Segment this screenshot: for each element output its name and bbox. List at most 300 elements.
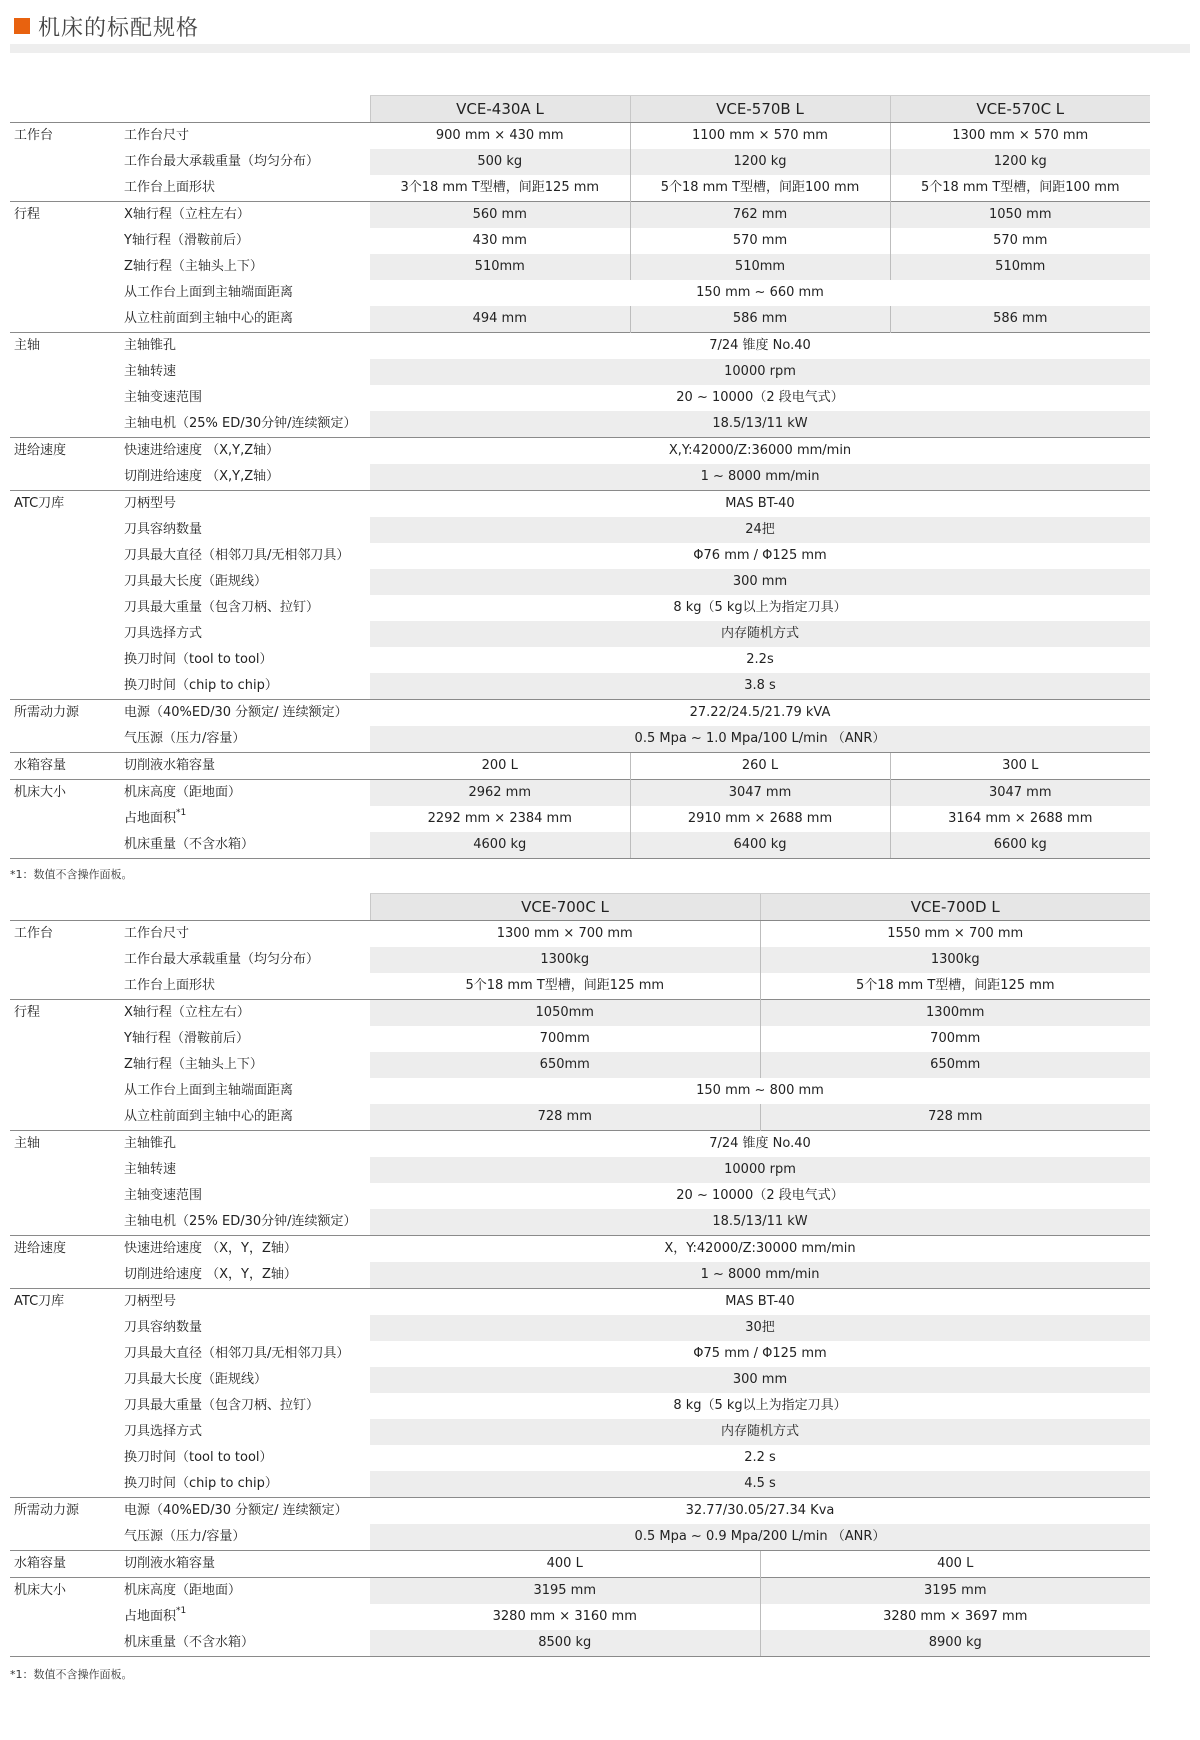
category-cell: [10, 1630, 120, 1657]
spec-row: [10, 1419, 1150, 1445]
shared-value-cell: 0.5 Mpa ~ 1.0 Mpa/100 L/min （ANR）: [370, 726, 1150, 753]
value-cell: 300 L: [890, 753, 1150, 780]
spec-label-cell: [120, 673, 370, 700]
spec-label-cell: [120, 1315, 370, 1341]
model-name-header: VCE-570C L: [890, 96, 1150, 123]
category-cell: [10, 1104, 120, 1131]
spec-label: 换刀时间（chip to chip）: [124, 678, 278, 693]
category-cell: [10, 1471, 120, 1498]
value-cell: 400 L: [760, 1551, 1150, 1578]
spec-label-cell: [120, 1183, 370, 1209]
model-header-row: [10, 96, 1150, 123]
spec-row: [10, 780, 1150, 807]
spec-row: [10, 832, 1150, 859]
spec-label: 刀柄型号: [124, 496, 177, 511]
shared-value-cell: MAS BT-40: [370, 491, 1150, 518]
spec-label-cell: [120, 1471, 370, 1498]
shared-value-cell: 150 mm ~ 800 mm: [696, 1083, 824, 1098]
spec-label-cell: [120, 1157, 370, 1183]
category-cell: [10, 947, 120, 973]
spec-row: [10, 359, 1150, 385]
value-cell: 1200 kg: [630, 149, 890, 175]
spec-label-cell: [120, 1551, 370, 1578]
value-cell: 570 mm: [630, 228, 890, 254]
spec-row: [10, 806, 1150, 832]
value-cell: 3280 mm × 3697 mm: [760, 1604, 1150, 1630]
spec-label: 电源（40%ED/30 分额定/ 连续额定）: [124, 1503, 348, 1518]
spec-label: 刀具容纳数量: [124, 1320, 203, 1335]
spec-label: 换刀时间（tool to tool）: [124, 652, 273, 667]
shared-value-cell: X,Y:42000/Z:36000 mm/min: [370, 438, 1150, 465]
shared-value-cell: 20 ~ 10000（2 段电气式）: [676, 390, 844, 405]
spec-label-cell: [120, 700, 370, 727]
spec-label-cell: [120, 1524, 370, 1551]
value-cell: 8500 kg: [370, 1630, 760, 1657]
spec-label-cell: [120, 753, 370, 780]
spec-label-cell: [120, 1630, 370, 1657]
shared-value-cell: 150 mm ~ 660 mm: [696, 285, 824, 300]
shared-value-cell: 2.2 s: [744, 1450, 776, 1465]
spec-label: 占地面积: [124, 811, 177, 826]
spec-row: [10, 202, 1150, 229]
category-cell: [10, 175, 120, 202]
spec-label: 机床高度（距地面）: [124, 785, 242, 800]
shared-value-cell: 10000 rpm: [370, 1157, 1150, 1183]
spec-label: 主轴锥孔: [124, 1136, 177, 1151]
value-cell: 3047 mm: [890, 780, 1150, 807]
spec-label-cell: [120, 491, 370, 518]
spec-label-cell: [120, 333, 370, 360]
page-title: [14, 6, 199, 46]
category-cell: [10, 1367, 120, 1393]
spec-label: 换刀时间（tool to tool）: [124, 1450, 273, 1465]
category-cell: 行程: [10, 1000, 120, 1027]
spec-label-cell: [120, 175, 370, 202]
spec-label-cell: [120, 621, 370, 647]
spec-label-cell: [120, 543, 370, 569]
category-cell: [10, 1524, 120, 1551]
spec-label: 工作台上面形状: [124, 978, 216, 993]
spec-label: Y轴行程（滑鞍前后）: [124, 233, 249, 248]
spec-label-cell: [120, 1419, 370, 1445]
category-cell: [10, 385, 120, 411]
category-cell: [10, 647, 120, 673]
value-cell: 3047 mm: [630, 780, 890, 807]
shared-value-cell: 1 ~ 8000 mm/min: [370, 1262, 1150, 1289]
shared-value-cell: 20 ~ 10000（2 段电气式）: [676, 1188, 844, 1203]
category-cell: [10, 306, 120, 333]
spec-label: Z轴行程（主轴头上下）: [124, 259, 263, 274]
spec-label: 工作台最大承载重量（均匀分布）: [124, 154, 320, 169]
spec-label-cell: [120, 1289, 370, 1316]
spec-label: 气压源（压力/容量）: [124, 1529, 246, 1544]
category-cell: [10, 726, 120, 753]
spec-label: Y轴行程（滑鞍前后）: [124, 1031, 249, 1046]
footnote-1: *1：数值不含操作面板。: [10, 868, 133, 881]
value-cell: 1300 mm × 570 mm: [890, 123, 1150, 150]
footnote-marker: *1: [176, 1606, 187, 1616]
model-name-header: VCE-430A L: [370, 96, 630, 123]
spec-label-cell: [120, 1393, 370, 1419]
value-cell: 510mm: [630, 254, 890, 280]
spec-label: 刀具最大长度（距规线）: [124, 574, 268, 589]
spec-label: X轴行程（立柱左右）: [124, 1005, 250, 1020]
spec-row: [10, 973, 1150, 1000]
spec-row: [10, 947, 1150, 973]
shared-value-cell: 7/24 锥度 No.40: [370, 1131, 1150, 1158]
shared-value-cell: 27.22/24.5/21.79 kVA: [370, 700, 1150, 727]
value-cell: 6400 kg: [630, 832, 890, 859]
spec-row: [10, 1157, 1150, 1183]
spec-row: [10, 123, 1150, 150]
spec-label-cell: [120, 973, 370, 1000]
value-cell: 2962 mm: [370, 780, 630, 807]
value-cell: 3280 mm × 3160 mm: [492, 1609, 637, 1624]
category-cell: 主轴: [10, 333, 120, 360]
spec-label-cell: [120, 780, 370, 807]
category-cell: [10, 1157, 120, 1183]
category-cell: [10, 149, 120, 175]
shared-value-cell: MAS BT-40: [370, 1289, 1150, 1316]
category-cell: ATC刀库: [10, 491, 120, 518]
category-cell: [10, 973, 120, 1000]
spec-label-cell: [120, 1445, 370, 1471]
category-cell: 所需动力源: [10, 1498, 120, 1525]
category-cell: 水箱容量: [10, 1551, 120, 1578]
spec-row: [10, 673, 1150, 700]
spec-label: 切削进给速度 （X，Y，Z轴）: [124, 1267, 297, 1282]
spec-label: 快速进给速度 （X,Y,Z轴）: [124, 443, 280, 458]
value-cell: 3195 mm: [760, 1578, 1150, 1605]
spec-label: 气压源（压力/容量）: [124, 731, 246, 746]
shared-value-cell: 3.8 s: [370, 673, 1150, 700]
category-cell: [10, 228, 120, 254]
spec-label: 工作台尺寸: [124, 128, 190, 143]
spec-label: 工作台最大承载重量（均匀分布）: [124, 952, 320, 967]
spec-label-cell: [120, 254, 370, 280]
spec-row: [10, 1445, 1150, 1471]
title-divider: [10, 44, 1190, 53]
spec-table-1: [10, 95, 1150, 859]
shared-value-cell: 内存随机方式: [370, 621, 1150, 647]
value-cell: 728 mm: [370, 1104, 760, 1131]
spec-label-cell: [120, 1131, 370, 1158]
spec-label-cell: [120, 438, 370, 465]
spec-table-2: [10, 893, 1150, 1657]
spec-label: 换刀时间（chip to chip）: [124, 1476, 278, 1491]
value-cell: 1300mm: [760, 1000, 1150, 1027]
spec-label-cell: [120, 1367, 370, 1393]
spec-label-cell: [120, 280, 370, 306]
category-cell: 进给速度: [10, 438, 120, 465]
spec-label-cell: [120, 306, 370, 333]
shared-value-cell: 10000 rpm: [370, 359, 1150, 385]
spec-row: [10, 647, 1150, 673]
value-cell: 3164 mm × 2688 mm: [890, 806, 1150, 832]
category-cell: [10, 1393, 120, 1419]
value-cell: 494 mm: [370, 306, 630, 333]
category-cell: 工作台: [14, 128, 54, 143]
value-cell: 586 mm: [630, 306, 890, 333]
spec-label-cell: [120, 464, 370, 491]
spec-label: 主轴转速: [124, 364, 177, 379]
value-cell: 8900 kg: [760, 1630, 1150, 1657]
orange-square-icon: [14, 18, 30, 34]
spec-label-cell: [120, 947, 370, 973]
spec-label-cell: [120, 1104, 370, 1131]
spec-row: [10, 1104, 1150, 1131]
spec-label: 刀具最大重量（包含刀柄、拉钉）: [124, 600, 320, 615]
category-cell: [10, 411, 120, 438]
value-cell: 2910 mm × 2688 mm: [630, 806, 890, 832]
value-cell: 1050mm: [370, 1000, 760, 1027]
category-cell: 机床大小: [10, 1578, 120, 1605]
model-header-row: [10, 894, 1150, 921]
spec-label-cell: [120, 1052, 370, 1078]
spec-row: [10, 1131, 1150, 1158]
footnote-2: *1：数值不含操作面板。: [10, 1668, 133, 1681]
spec-row: [10, 595, 1150, 621]
category-cell: [10, 1183, 120, 1209]
spec-row: [10, 1604, 1150, 1630]
spec-label: 工作台尺寸: [124, 926, 190, 941]
spec-label-cell: [120, 123, 370, 150]
spec-row: [10, 621, 1150, 647]
shared-value-cell: 8 kg（5 kg以上为指定刀具）: [673, 1398, 847, 1413]
spec-label: 主轴变速范围: [124, 1188, 203, 1203]
value-cell: 700mm: [539, 1031, 590, 1046]
value-cell: 1550 mm × 700 mm: [760, 921, 1150, 948]
category-cell: [10, 806, 120, 832]
category-cell: [10, 1052, 120, 1078]
spec-row: [10, 438, 1150, 465]
category-cell: [10, 1209, 120, 1236]
spec-label: 刀具最大直径（相邻刀具/无相邻刀具）: [124, 1346, 350, 1361]
model-name-header: VCE-700D L: [760, 894, 1150, 921]
value-cell: 586 mm: [890, 306, 1150, 333]
spec-row: [10, 1341, 1150, 1367]
spec-row: [10, 1551, 1150, 1578]
spec-row: [10, 700, 1150, 727]
category-cell: 所需动力源: [10, 700, 120, 727]
spec-row: [10, 175, 1150, 202]
spec-label-cell: [120, 1078, 370, 1104]
spec-label: 刀具选择方式: [124, 626, 203, 641]
spec-row: [10, 149, 1150, 175]
spec-row: [10, 1209, 1150, 1236]
header-blank-cell: [10, 894, 370, 921]
spec-row: [10, 228, 1150, 254]
value-cell: 200 L: [370, 753, 630, 780]
spec-label: 切削液水箱容量: [124, 758, 216, 773]
shared-value-cell: 4.5 s: [370, 1471, 1150, 1498]
category-cell: 进给速度: [10, 1236, 120, 1263]
shared-value-cell: 30把: [370, 1315, 1150, 1341]
spec-label-cell: [120, 228, 370, 254]
shared-value-cell: 18.5/13/11 kW: [370, 1209, 1150, 1236]
spec-label-cell: [120, 647, 370, 673]
spec-row: [10, 726, 1150, 753]
spec-label-cell: [120, 385, 370, 411]
spec-label: 从工作台上面到主轴端面距离: [124, 1083, 294, 1098]
spec-row: [10, 306, 1150, 333]
category-cell: [10, 1419, 120, 1445]
category-cell: [10, 1604, 120, 1630]
spec-label-cell: [120, 569, 370, 595]
value-cell: 3195 mm: [370, 1578, 760, 1605]
category-cell: [10, 621, 120, 647]
spec-label: 主轴电机（25% ED/30分钟/连续额定）: [124, 416, 357, 431]
value-cell: 1300 mm × 700 mm: [496, 926, 633, 941]
spec-row: [10, 1367, 1150, 1393]
value-cell: 1100 mm × 570 mm: [630, 123, 890, 150]
spec-row: [10, 411, 1150, 438]
value-cell: 510mm: [370, 254, 630, 280]
value-cell: 1050 mm: [890, 202, 1150, 229]
category-cell: [10, 1315, 120, 1341]
spec-row: [10, 280, 1150, 306]
shared-value-cell: 32.77/30.05/27.34 Kva: [370, 1498, 1150, 1525]
value-cell: 1300kg: [760, 947, 1150, 973]
footnote-marker: *1: [176, 808, 187, 818]
header-blank-cell: [10, 96, 370, 123]
spec-label-cell: [120, 1604, 370, 1630]
spec-label: 主轴锥孔: [124, 338, 177, 353]
spec-label: X轴行程（立柱左右）: [124, 207, 250, 222]
shared-value-cell: 24把: [370, 517, 1150, 543]
value-cell: 6600 kg: [890, 832, 1150, 859]
spec-row: [10, 1578, 1150, 1605]
spec-row: [10, 1052, 1150, 1078]
spec-label: 刀具最大直径（相邻刀具/无相邻刀具）: [124, 548, 350, 563]
shared-value-cell: Φ75 mm / Φ125 mm: [693, 1346, 827, 1361]
value-cell: 762 mm: [630, 202, 890, 229]
spec-label-cell: [120, 1578, 370, 1605]
model-name-header: VCE-570B L: [630, 96, 890, 123]
category-cell: [10, 254, 120, 280]
category-cell: [10, 673, 120, 700]
category-cell: [10, 832, 120, 859]
category-cell: [10, 1445, 120, 1471]
spec-label-cell: [120, 202, 370, 229]
shared-value-cell: 300 mm: [370, 1367, 1150, 1393]
spec-label-cell: [120, 595, 370, 621]
spec-label-cell: [120, 517, 370, 543]
spec-label-cell: [120, 1000, 370, 1027]
spec-label: 主轴电机（25% ED/30分钟/连续额定）: [124, 1214, 357, 1229]
spec-row: [10, 1498, 1150, 1525]
spec-label: 从工作台上面到主轴端面距离: [124, 285, 294, 300]
value-cell: 400 L: [370, 1551, 760, 1578]
spec-label: 电源（40%ED/30 分额定/ 连续额定）: [124, 705, 348, 720]
value-cell: 5个18 mm T型槽，间距100 mm: [630, 175, 890, 202]
spec-row: [10, 569, 1150, 595]
category-cell: [10, 1341, 120, 1367]
value-cell: 728 mm: [760, 1104, 1150, 1131]
spec-row: [10, 464, 1150, 491]
value-cell: 5个18 mm T型槽，间距125 mm: [760, 973, 1150, 1000]
value-cell: 900 mm × 430 mm: [435, 128, 564, 143]
spec-label: 快速进给速度 （X，Y，Z轴）: [124, 1241, 297, 1256]
spec-label: 刀具最大重量（包含刀柄、拉钉）: [124, 1398, 320, 1413]
model-name-header: VCE-700C L: [370, 894, 760, 921]
spec-label: 机床重量（不含水箱）: [124, 1635, 255, 1650]
value-cell: 560 mm: [370, 202, 630, 229]
spec-row: [10, 517, 1150, 543]
spec-label-cell: [120, 726, 370, 753]
category-cell: [10, 280, 120, 306]
page-title-text: 机床的标配规格: [38, 15, 200, 41]
value-cell: 700mm: [760, 1026, 1150, 1052]
spec-row: [10, 543, 1150, 569]
spec-row: [10, 1289, 1150, 1316]
spec-row: [10, 1236, 1150, 1263]
category-cell: 主轴: [10, 1131, 120, 1158]
shared-value-cell: 1 ~ 8000 mm/min: [370, 464, 1150, 491]
shared-value-cell: 8 kg（5 kg以上为指定刀具）: [673, 600, 847, 615]
spec-label-cell: [120, 806, 370, 832]
spec-label-cell: [120, 1026, 370, 1052]
spec-label: 机床高度（距地面）: [124, 1583, 242, 1598]
spec-row: [10, 1315, 1150, 1341]
spec-row: [10, 753, 1150, 780]
category-cell: 行程: [10, 202, 120, 229]
category-cell: [10, 464, 120, 491]
value-cell: 430 mm: [472, 233, 527, 248]
value-cell: 4600 kg: [370, 832, 630, 859]
spec-label: 机床重量（不含水箱）: [124, 837, 255, 852]
spec-label-cell: [120, 149, 370, 175]
category-cell: [10, 517, 120, 543]
spec-label-cell: [120, 411, 370, 438]
category-cell: [10, 359, 120, 385]
spec-label: 刀具选择方式: [124, 1424, 203, 1439]
spec-row: [10, 1078, 1150, 1104]
value-cell: 260 L: [630, 753, 890, 780]
value-cell: 510mm: [890, 254, 1150, 280]
spec-label: 切削液水箱容量: [124, 1556, 216, 1571]
spec-label-cell: [120, 921, 370, 948]
spec-row: [10, 1026, 1150, 1052]
spec-label: 占地面积: [124, 1609, 177, 1624]
spec-row: [10, 1000, 1150, 1027]
spec-row: [10, 1262, 1150, 1289]
spec-label-cell: [120, 1498, 370, 1525]
spec-label: 刀具容纳数量: [124, 522, 203, 537]
value-cell: 650mm: [370, 1052, 760, 1078]
spec-label: 刀柄型号: [124, 1294, 177, 1309]
spec-label: 从立柱前面到主轴中心的距离: [124, 1109, 294, 1124]
value-cell: 1200 kg: [890, 149, 1150, 175]
spec-label-cell: [120, 1262, 370, 1289]
value-cell: 3个18 mm T型槽，间距125 mm: [400, 180, 600, 195]
spec-label-cell: [120, 1236, 370, 1263]
spec-row: [10, 1183, 1150, 1209]
value-cell: 5个18 mm T型槽，间距100 mm: [890, 175, 1150, 202]
spec-row: [10, 254, 1150, 280]
category-cell: 工作台: [14, 926, 54, 941]
spec-label-cell: [120, 832, 370, 859]
spec-label: 主轴变速范围: [124, 390, 203, 405]
shared-value-cell: 300 mm: [370, 569, 1150, 595]
spec-row: [10, 921, 1150, 948]
shared-value-cell: X，Y:42000/Z:30000 mm/min: [370, 1236, 1150, 1263]
spec-label: 刀具最大长度（距规线）: [124, 1372, 268, 1387]
spec-label-cell: [120, 359, 370, 385]
spec-row: [10, 385, 1150, 411]
category-cell: [10, 1262, 120, 1289]
category-cell: [10, 1078, 120, 1104]
